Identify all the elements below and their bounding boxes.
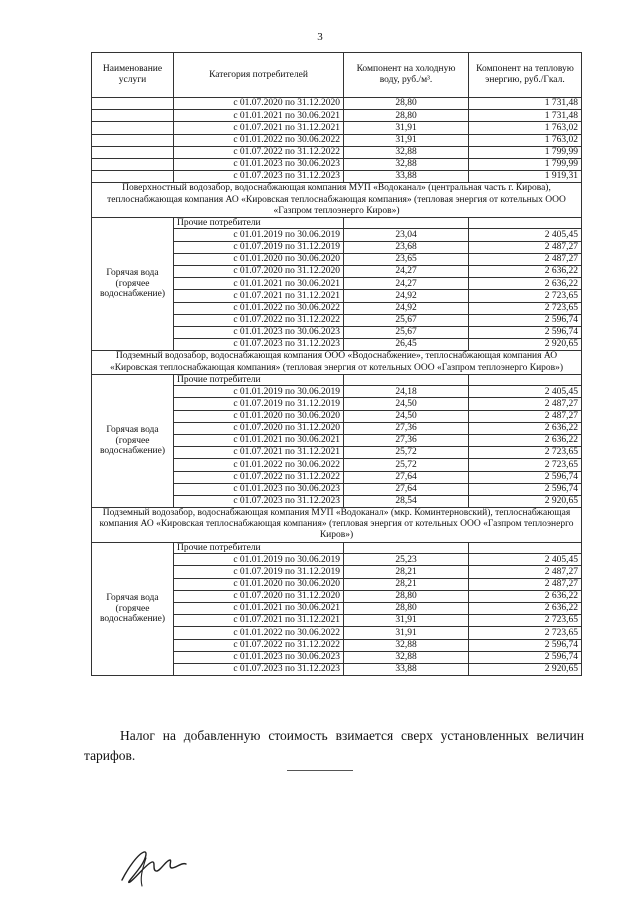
heat-energy-value: 2 596,74 xyxy=(469,471,582,483)
signature-image xyxy=(116,840,196,890)
cold-water-value: 26,45 xyxy=(344,339,469,351)
cold-water-value: 24,50 xyxy=(344,410,469,422)
cold-water-value: 23,65 xyxy=(344,253,469,265)
period-cell: с 01.01.2021 по 30.06.2021 xyxy=(174,602,344,614)
heat-energy-value: 1 799,99 xyxy=(469,146,582,158)
period-cell: с 01.07.2020 по 31.12.2020 xyxy=(174,422,344,434)
heat-energy-value: 2 596,74 xyxy=(469,483,582,495)
empty-cell xyxy=(92,98,174,110)
category-row xyxy=(92,542,582,554)
period-cell: с 01.01.2019 по 30.06.2019 xyxy=(174,229,344,241)
cold-water-value: 24,27 xyxy=(344,278,469,290)
service-name: Горячая вода (горячее водоснабжение) xyxy=(92,542,174,675)
period-cell: с 01.07.2021 по 31.12.2021 xyxy=(174,290,344,302)
heat-energy-value: 1 763,02 xyxy=(469,134,582,146)
empty-cell xyxy=(469,374,582,386)
heat-energy-value: 2 636,22 xyxy=(469,422,582,434)
heat-energy-value: 2 487,27 xyxy=(469,241,582,253)
section-header-row xyxy=(92,351,582,374)
cold-water-value: 25,67 xyxy=(344,314,469,326)
heat-energy-value: 2 487,27 xyxy=(469,566,582,578)
period-cell: с 01.01.2023 по 30.06.2023 xyxy=(174,326,344,338)
cold-water-value: 27,64 xyxy=(344,483,469,495)
period-cell: с 01.07.2023 по 31.12.2023 xyxy=(174,339,344,351)
heat-energy-value: 1 799,99 xyxy=(469,158,582,170)
empty-cell xyxy=(344,217,469,229)
header-service: Наименование услуги xyxy=(92,53,174,98)
heat-energy-value: 2 723,65 xyxy=(469,627,582,639)
period-cell: с 01.07.2021 по 31.12.2021 xyxy=(174,615,344,627)
consumer-category: Прочие потребители xyxy=(174,374,344,386)
table-row xyxy=(92,146,582,158)
section-title: Подземный водозабор, водоснабжающая компания ООО «Водоснабжение», теплоснабжающая компания АО «Кировская теплоснабжающая компания» (тепловая энергия от котельных ООО «Газпром теплоэнерго Киров») xyxy=(92,351,582,374)
category-row xyxy=(92,374,582,386)
table-body xyxy=(92,98,582,676)
empty-cell xyxy=(92,158,174,170)
heat-energy-value: 2 596,74 xyxy=(469,639,582,651)
tariff-table xyxy=(91,52,582,676)
heat-energy-value: 2 920,65 xyxy=(469,339,582,351)
cold-water-value: 23,04 xyxy=(344,229,469,241)
period-cell: с 01.01.2021 по 30.06.2021 xyxy=(174,434,344,446)
consumer-category: Прочие потребители xyxy=(174,542,344,554)
section-title: Поверхностный водозабор, водоснабжающая компания МУП «Водоканал» (центральная часть г. Кирова), теплоснабжающая компания АО «Кировская теплоснабжающая компания» (тепловая энергия от котельных ООО «Газпром теплоэнерго Киров») xyxy=(92,183,582,218)
cold-water-value: 27,36 xyxy=(344,434,469,446)
heat-energy-value: 1 731,48 xyxy=(469,110,582,122)
section-header-row xyxy=(92,183,582,218)
period-cell: с 01.01.2022 по 30.06.2022 xyxy=(174,459,344,471)
cold-water-value: 28,80 xyxy=(344,110,469,122)
cold-water-value: 28,80 xyxy=(344,602,469,614)
table-row xyxy=(92,134,582,146)
header-category: Категория потребителей xyxy=(174,53,344,98)
heat-energy-value: 2 487,27 xyxy=(469,578,582,590)
empty-cell xyxy=(344,374,469,386)
service-name: Горячая вода (горячее водоснабжение) xyxy=(92,374,174,507)
cold-water-value: 25,23 xyxy=(344,554,469,566)
cold-water-value: 31,91 xyxy=(344,627,469,639)
empty-cell xyxy=(92,122,174,134)
heat-energy-value: 2 596,74 xyxy=(469,651,582,663)
heat-energy-value: 2 723,65 xyxy=(469,615,582,627)
heat-energy-value: 2 723,65 xyxy=(469,290,582,302)
page-number: 3 xyxy=(317,31,323,43)
period-cell: с 01.07.2021 по 31.12.2021 xyxy=(174,122,344,134)
cold-water-value: 32,88 xyxy=(344,639,469,651)
empty-cell xyxy=(469,542,582,554)
cold-water-value: 32,88 xyxy=(344,651,469,663)
header-cold-water: Компонент на холодную воду, руб./м³. xyxy=(344,53,469,98)
heat-energy-value: 2 487,27 xyxy=(469,410,582,422)
cold-water-value: 33,88 xyxy=(344,663,469,675)
heat-energy-value: 2 723,65 xyxy=(469,459,582,471)
period-cell: с 01.01.2023 по 30.06.2023 xyxy=(174,651,344,663)
heat-energy-value: 2 405,45 xyxy=(469,554,582,566)
period-cell: с 01.07.2019 по 31.12.2019 xyxy=(174,398,344,410)
period-cell: с 01.07.2020 по 31.12.2020 xyxy=(174,265,344,277)
vat-note: Налог на добавленную стоимость взимается сверх установленных величин тарифов. xyxy=(84,728,584,763)
cold-water-value: 23,68 xyxy=(344,241,469,253)
heat-energy-value: 2 636,22 xyxy=(469,265,582,277)
cold-water-value: 24,27 xyxy=(344,265,469,277)
cold-water-value: 31,91 xyxy=(344,615,469,627)
heat-energy-value: 2 920,65 xyxy=(469,495,582,507)
cold-water-value: 28,21 xyxy=(344,566,469,578)
cold-water-value: 31,91 xyxy=(344,134,469,146)
period-cell: с 01.01.2021 по 30.06.2021 xyxy=(174,278,344,290)
period-cell: с 01.01.2022 по 30.06.2022 xyxy=(174,134,344,146)
period-cell: с 01.07.2022 по 31.12.2022 xyxy=(174,146,344,158)
table-row xyxy=(92,98,582,110)
cold-water-value: 24,92 xyxy=(344,290,469,302)
table-header-row xyxy=(92,53,582,98)
cold-water-value: 24,50 xyxy=(344,398,469,410)
period-cell: с 01.07.2020 по 31.12.2020 xyxy=(174,590,344,602)
cold-water-value: 27,36 xyxy=(344,422,469,434)
period-cell: с 01.07.2019 по 31.12.2019 xyxy=(174,566,344,578)
cold-water-value: 25,72 xyxy=(344,459,469,471)
period-cell: с 01.01.2023 по 30.06.2023 xyxy=(174,483,344,495)
cold-water-value: 28,21 xyxy=(344,578,469,590)
cold-water-value: 32,88 xyxy=(344,146,469,158)
cold-water-value: 28,80 xyxy=(344,590,469,602)
period-cell: с 01.01.2020 по 30.06.2020 xyxy=(174,578,344,590)
period-cell: с 01.07.2022 по 31.12.2022 xyxy=(174,314,344,326)
heat-energy-value: 2 636,22 xyxy=(469,434,582,446)
consumer-category: Прочие потребители xyxy=(174,217,344,229)
empty-cell xyxy=(92,146,174,158)
period-cell: с 01.01.2019 по 30.06.2019 xyxy=(174,554,344,566)
period-cell: с 01.07.2019 по 31.12.2019 xyxy=(174,241,344,253)
heat-energy-value: 2 636,22 xyxy=(469,590,582,602)
table-row xyxy=(92,158,582,170)
cold-water-value: 25,67 xyxy=(344,326,469,338)
period-cell: с 01.07.2023 по 31.12.2023 xyxy=(174,171,344,183)
heat-energy-value: 2 723,65 xyxy=(469,302,582,314)
heat-energy-value: 2 636,22 xyxy=(469,602,582,614)
heat-energy-value: 2 596,74 xyxy=(469,314,582,326)
header-heat-energy: Компонент на тепловую энергию, руб./Гкал. xyxy=(469,53,582,98)
service-name: Горячая вода (горячее водоснабжение) xyxy=(92,217,174,350)
empty-cell xyxy=(92,110,174,122)
empty-cell xyxy=(344,542,469,554)
period-cell: с 01.07.2023 по 31.12.2023 xyxy=(174,663,344,675)
cold-water-value: 24,92 xyxy=(344,302,469,314)
period-cell: с 01.01.2022 по 30.06.2022 xyxy=(174,627,344,639)
heat-energy-value: 2 596,74 xyxy=(469,326,582,338)
heat-energy-value: 2 405,45 xyxy=(469,229,582,241)
heat-energy-value: 2 636,22 xyxy=(469,278,582,290)
section-header-row xyxy=(92,508,582,543)
category-row xyxy=(92,217,582,229)
period-cell: с 01.01.2023 по 30.06.2023 xyxy=(174,158,344,170)
table-row xyxy=(92,122,582,134)
period-cell: с 01.01.2020 по 30.06.2020 xyxy=(174,410,344,422)
heat-energy-value: 2 723,65 xyxy=(469,447,582,459)
empty-cell xyxy=(92,134,174,146)
section-title: Подземный водозабор, водоснабжающая компания МУП «Водоканал» (мкр. Коминтерновский), теплоснабжающая компания АО «Кировская теплоснабжающая компания» (тепловая энергия от котельных ООО «Газпром теплоэнерго Киров») xyxy=(92,508,582,543)
period-cell: с 01.07.2020 по 31.12.2020 xyxy=(174,98,344,110)
cold-water-value: 33,88 xyxy=(344,171,469,183)
cold-water-value: 27,64 xyxy=(344,471,469,483)
period-cell: с 01.07.2023 по 31.12.2023 xyxy=(174,495,344,507)
cold-water-value: 28,80 xyxy=(344,98,469,110)
heat-energy-value: 2 405,45 xyxy=(469,386,582,398)
table-row xyxy=(92,171,582,183)
heat-energy-value: 1 763,02 xyxy=(469,122,582,134)
divider-line xyxy=(287,770,353,771)
period-cell: с 01.07.2022 по 31.12.2022 xyxy=(174,639,344,651)
heat-energy-value: 2 487,27 xyxy=(469,398,582,410)
empty-cell xyxy=(92,171,174,183)
heat-energy-value: 1 919,31 xyxy=(469,171,582,183)
heat-energy-value: 2 920,65 xyxy=(469,663,582,675)
cold-water-value: 32,88 xyxy=(344,158,469,170)
period-cell: с 01.07.2022 по 31.12.2022 xyxy=(174,471,344,483)
period-cell: с 01.01.2021 по 30.06.2021 xyxy=(174,110,344,122)
period-cell: с 01.01.2022 по 30.06.2022 xyxy=(174,302,344,314)
cold-water-value: 31,91 xyxy=(344,122,469,134)
cold-water-value: 28,54 xyxy=(344,495,469,507)
heat-energy-value: 1 731,48 xyxy=(469,98,582,110)
cold-water-value: 24,18 xyxy=(344,386,469,398)
period-cell: с 01.07.2021 по 31.12.2021 xyxy=(174,447,344,459)
cold-water-value: 25,72 xyxy=(344,447,469,459)
heat-energy-value: 2 487,27 xyxy=(469,253,582,265)
table-row xyxy=(92,110,582,122)
period-cell: с 01.01.2019 по 30.06.2019 xyxy=(174,386,344,398)
period-cell: с 01.01.2020 по 30.06.2020 xyxy=(174,253,344,265)
empty-cell xyxy=(469,217,582,229)
